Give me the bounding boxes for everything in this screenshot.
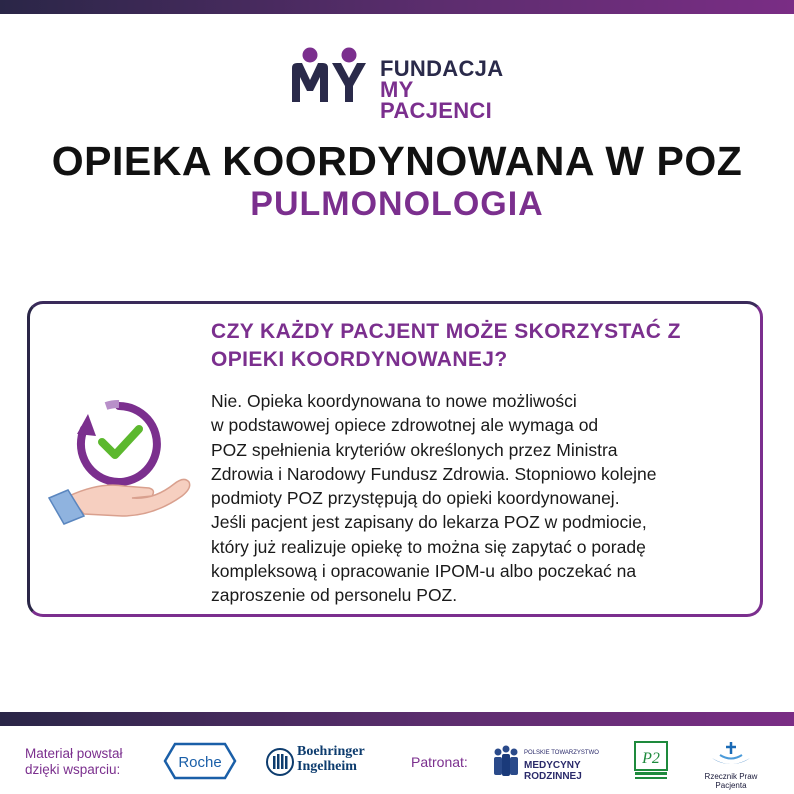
answer-line: Nie. Opieka koordynowana to nowe możliwości bbox=[211, 391, 577, 411]
bottom-gradient-bar bbox=[0, 712, 794, 726]
roche-logo[interactable] bbox=[163, 742, 237, 780]
patronat-label: Patronat: bbox=[411, 754, 468, 770]
answer-line: zaproszenie od personelu POZ. bbox=[211, 585, 458, 606]
ptmr-big-text: MEDYCYNY RODZINNEJ bbox=[524, 760, 582, 782]
rpp-emblem-icon bbox=[690, 740, 772, 772]
support-label-line: dzięki wsparciu: bbox=[25, 762, 121, 777]
answer-line: Zdrowia i Narodowy Fundusz Zdrowia. Stopniowo kolejne bbox=[211, 463, 657, 484]
ptmr-small-text: POLSKIE TOWARZYSTWO bbox=[524, 750, 599, 756]
boehringer-ingelheim-logo[interactable] bbox=[265, 744, 375, 780]
page-title: OPIEKA KOORDYNOWANA W POZ bbox=[51, 138, 743, 184]
foundation-logo[interactable] bbox=[290, 46, 530, 123]
boehringer-mark-icon bbox=[265, 747, 295, 777]
support-label bbox=[25, 746, 123, 778]
top-gradient-bar bbox=[0, 0, 794, 14]
card-answer bbox=[211, 389, 741, 608]
roche-logo-text: Roche bbox=[178, 754, 222, 771]
answer-line: POZ spełnienia kryteriów określonych przez Ministra bbox=[211, 439, 618, 460]
support-label-line: Materiał powstał bbox=[25, 746, 123, 761]
answer-line: podmioty POZ przystępują do opieki koordynowanej. bbox=[211, 488, 620, 509]
rpp-text: Rzecznik Praw Pacjenta bbox=[704, 772, 758, 790]
page-subtitle: PULMONOLOGIA bbox=[250, 185, 544, 223]
ingelheim-line: Ingelheim bbox=[297, 759, 357, 774]
rzecznik-praw-pacjenta-logo[interactable] bbox=[690, 740, 772, 790]
card-question: CZY KAŻDY PACJENT MOŻE SKORZYSTAĆ Z OPIEKI KOORDYNOWANEJ? bbox=[211, 320, 681, 371]
answer-line: Jeśli pacjent jest zapisany do lekarza POZ w podmiocie, bbox=[211, 512, 647, 533]
answer-line: w podstawowej opiece zdrowotnej ale wymaga od bbox=[211, 415, 599, 436]
boehringer-line: Boehringer bbox=[297, 744, 365, 759]
people-group-icon bbox=[490, 744, 522, 778]
my-logo-mark-icon bbox=[290, 46, 370, 104]
hand-holding-check-icon bbox=[44, 384, 194, 534]
answer-line: który już realizuje opiekę to można się zapytać o poradę bbox=[211, 536, 646, 557]
answer-line: kompleksową i opracowanie IPOM-u albo poczekać na bbox=[211, 561, 637, 582]
ptmr-logo[interactable] bbox=[490, 744, 615, 780]
p2-patron-logo[interactable] bbox=[634, 741, 668, 781]
logo-line-fundacja: FUNDACJA bbox=[380, 56, 504, 81]
p2-mark-text: P2 bbox=[642, 750, 660, 767]
logo-line-my-pacjenci: MY PACJENCI bbox=[380, 77, 493, 123]
